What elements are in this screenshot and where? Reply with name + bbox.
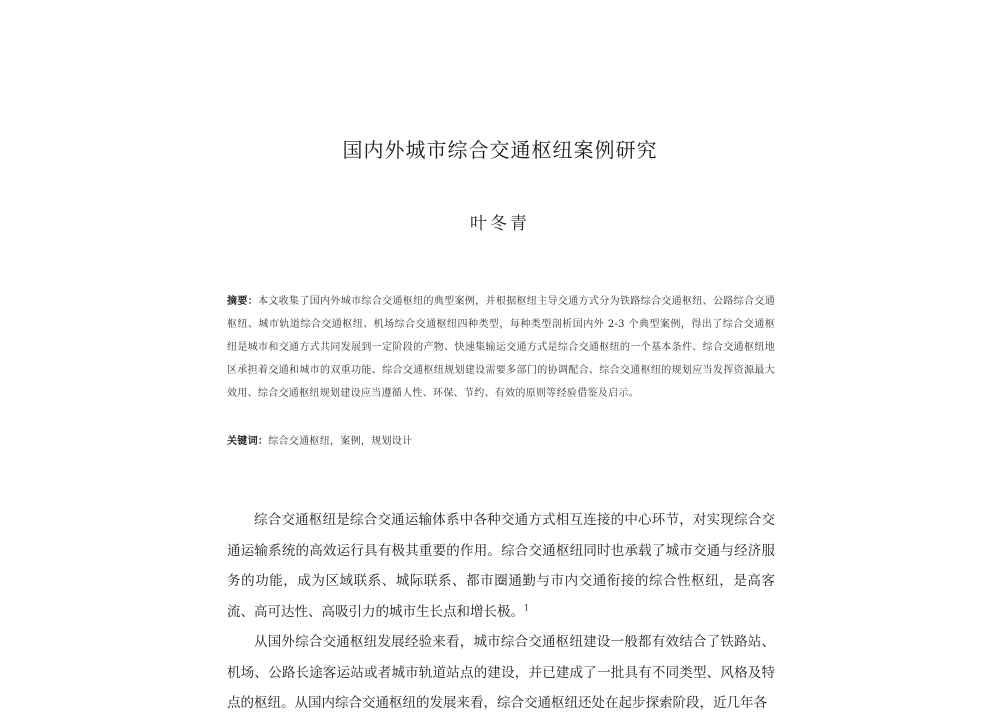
footnote-marker[interactable]: 1 <box>524 603 530 612</box>
keywords-label: 关键词： <box>227 436 269 447</box>
body-paragraph <box>227 505 775 627</box>
body-text <box>227 505 775 714</box>
keywords-block <box>227 432 775 452</box>
paper-author: 叶冬青 <box>470 214 530 234</box>
paragraph-1-text: 综合交通枢纽是综合交通运输体系中各种交通方式相互连接的中心环节，对实现综合交通运输系统的高效运行具有极其重要的作用。综合交通枢纽同时也承载了城市交通与经济服务的功能，成为区域联系、城际联系、都市圈通勤与市内交通衔接的综合性枢纽，是高客流、高可达性、高吸引力的城市生长点和增长极。 <box>227 512 775 620</box>
paper-title: 国内外城市综合交通枢纽案例研究 <box>342 138 658 162</box>
abstract-text: 本文收集了国内外城市综合交通枢纽的典型案例，并根据枢纽主导交通方式分为铁路综合交通枢纽、公路综合交通枢纽、城市轨道综合交通枢纽、机场综合交通枢纽四种类型，每种类型剖析国内外 2-3 个典型案例，得出了综合交通枢纽是城市和交通方式共同发展到一定阶段的产物、快速集输运交通方式是综合交通枢纽的一个基本条件、综合交通枢纽地区承担着交通和城市的双重功能、综合交通枢纽规划建设需要多部门的协调配合、综合交通枢纽的规划应当发挥资源最大效用、综合交通枢纽规划建设应当遵循人性、环保、节约、有效的原则等经验借鉴及启示。 <box>227 296 776 399</box>
abstract-label: 摘要： <box>227 296 259 307</box>
paragraph-2-text: 从国外综合交通枢纽发展经验来看，城市综合交通枢纽建设一般都有效结合了铁路站、机场、公路长途客运站或者城市轨道站点的建设，并已建成了一批具有不同类型、风格及特点的枢纽。从国内综合交通枢纽的发展来看，综合交通枢纽还处在起步探索阶段，近几年各 <box>227 634 775 711</box>
body-paragraph <box>227 627 775 714</box>
keywords-text: 综合交通枢纽，案例，规划设计 <box>268 436 413 447</box>
abstract-block <box>227 290 775 405</box>
